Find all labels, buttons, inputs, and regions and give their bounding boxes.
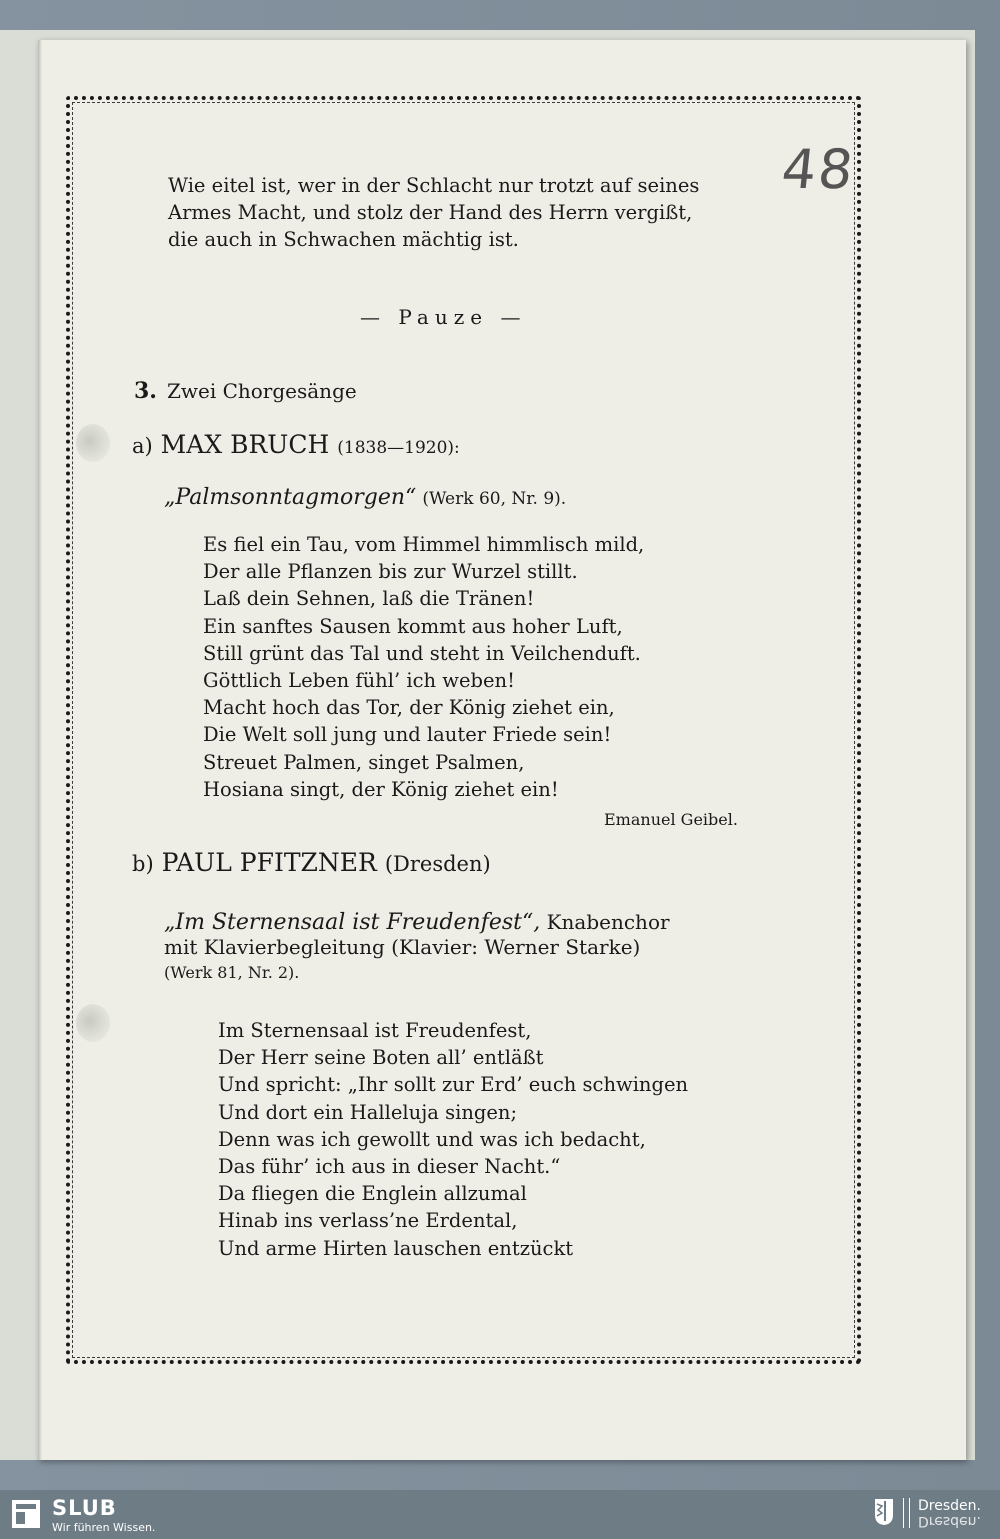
- poem-line: Laß dein Sehnen, laß die Tränen!: [203, 587, 535, 611]
- handwritten-page-number: 48: [778, 138, 859, 201]
- intro-line: die auch in Schwachen mächtig ist.: [168, 228, 519, 251]
- poem-line: Es fiel ein Tau, vom Himmel himmlisch mild,: [203, 533, 645, 556]
- part-b-label: b): [132, 852, 154, 876]
- poem-author: Emanuel Geibel.: [604, 810, 738, 829]
- part-a-subtitle: [164, 485, 566, 510]
- part-b-title: „Im Sternensaal ist Freudenfest“,: [164, 910, 541, 935]
- footer-divider: [909, 1498, 910, 1528]
- part-a-title: „Palmsonntagmorgen“: [164, 485, 417, 510]
- poem-line: Hinab ins verlass’ne Erdental,: [218, 1209, 518, 1233]
- dresden-crest-icon: [874, 1498, 894, 1526]
- footer-divider: [903, 1498, 904, 1528]
- section-number: 3.: [134, 378, 157, 404]
- poem-line: Das führ’ ich aus in dieser Nacht.“: [218, 1155, 561, 1179]
- part-a-poem: [203, 531, 644, 803]
- poem-line: Und dort ein Halleluja singen;: [218, 1100, 518, 1124]
- part-b-desc-2: mit Klavierbegleitung (Klavier: Werner Starke): [164, 935, 641, 959]
- part-a-composer: MAX BRUCH: [160, 430, 330, 459]
- part-a-years: (1838—1920):: [337, 438, 460, 458]
- part-b-heading: [132, 848, 491, 877]
- poem-line: Und spricht: „Ihr sollt zur Erd’ euch schwingen: [218, 1073, 689, 1097]
- poem-line: Ein sanftes Sausen kommt aus hoher Luft,: [203, 614, 623, 638]
- part-b-composer: PAUL PFITZNER: [161, 848, 377, 877]
- intro-line: Wie eitel ist, wer in der Schlacht nur trotzt auf seines: [168, 174, 700, 197]
- page-fold: [38, 40, 42, 1460]
- punch-hole-top: [76, 424, 110, 462]
- punch-hole-bottom: [76, 1004, 110, 1042]
- poem-line: Göttlich Leben fühl’ ich weben!: [203, 669, 515, 693]
- library-footer: [0, 1490, 1000, 1539]
- part-b-opus: (Werk 81, Nr. 2).: [164, 963, 300, 982]
- dresden-logo-text: Dresden.: [918, 1498, 981, 1514]
- part-b-desc-1: Knabenchor: [546, 910, 670, 934]
- poem-line: Hosiana singt, der König ziehet ein!: [203, 777, 559, 801]
- intro-line: Armes Macht, und stolz der Hand des Herrn vergißt,: [168, 201, 693, 224]
- dresden-logo-mirror: Dresden.: [918, 1513, 981, 1529]
- slub-tagline: Wir führen Wissen.: [52, 1521, 156, 1534]
- section-heading: [134, 378, 357, 404]
- poem-line: Der Herr seine Boten all’ entläßt: [218, 1046, 544, 1070]
- poem-line: Der alle Pflanzen bis zur Wurzel stillt.: [203, 560, 578, 584]
- part-b-subtitle: [164, 910, 670, 985]
- poem-line: Denn was ich gewollt und was ich bedacht,: [218, 1127, 646, 1151]
- part-b-origin: (Dresden): [384, 852, 491, 876]
- poem-line: Still grünt das Tal und steht in Veilchenduft.: [203, 641, 641, 665]
- poem-line: Streuet Palmen, singet Psalmen,: [203, 750, 525, 774]
- pause-marker: — Pauze —: [360, 305, 527, 329]
- intro-verse: [168, 172, 699, 253]
- part-a-label: a): [132, 434, 153, 458]
- part-a-opus: (Werk 60, Nr. 9).: [422, 489, 567, 509]
- part-b-poem: [218, 1017, 688, 1262]
- poem-line: Im Sternensaal ist Freudenfest,: [218, 1019, 532, 1042]
- poem-line: Macht hoch das Tor, der König ziehet ein,: [203, 696, 615, 720]
- slub-logo-icon: [12, 1500, 40, 1528]
- part-a-heading: [132, 430, 460, 459]
- section-title: Zwei Chorgesänge: [166, 379, 357, 403]
- poem-line: Und arme Hirten lauschen entzückt: [218, 1236, 574, 1260]
- poem-line: Die Welt soll jung und lauter Friede sein!: [203, 723, 612, 747]
- slub-name: SLUB: [52, 1496, 117, 1520]
- poem-line: Da fliegen die Englein allzumal: [218, 1182, 527, 1206]
